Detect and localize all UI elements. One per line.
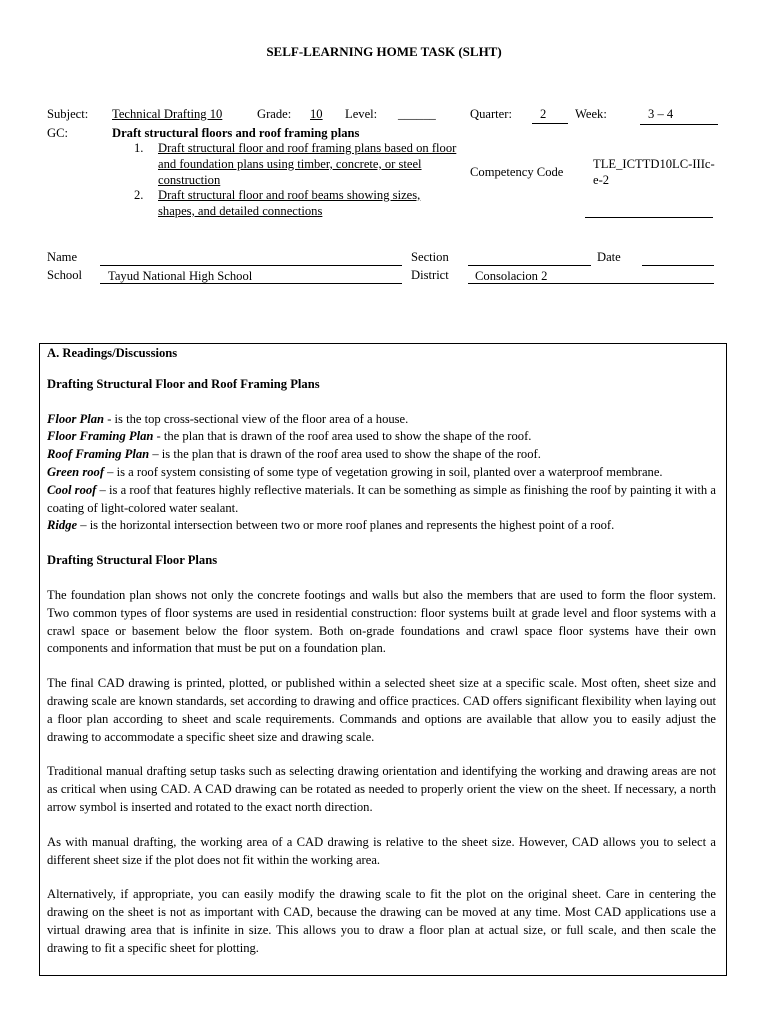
definition-text: – is a roof that features highly reflective materials. It can be something as simple as finishing the roof by painting it with a coating of light-colored water sealant.: [47, 482, 716, 515]
definition-item: [47, 411, 716, 429]
level-label: Level:: [345, 107, 378, 121]
competency-item: [112, 141, 457, 189]
definition-term: Cool roof: [47, 482, 97, 497]
paragraph: Alternatively, if appropriate, you can easily modify the drawing scale to fit the plot on the original sheet. Care in centering the drawing on the sheet is not as important with CAD, because the drawing can be moved at any time. Most CAD applications use a virtual drawing area that is infinite in size. This allows you to draw a floor plan at actual size, or full scale, and then scale the drawing to fit a specific sheet for plotting.: [47, 887, 716, 955]
definition-text: - the plan that is drawn of the roof area used to show the shape of the roof.: [153, 429, 532, 444]
definition-text: - is the top cross-sectional view of the floor area of a house.: [104, 411, 409, 426]
paragraph: The foundation plan shows not only the concrete footings and walls but also the members that are used to form the floor system. Two common types of floor systems are used in residential construction: floor systems built at grade level and floor systems with a crawl space or basement below the floor system. Both on-grade foundations and crawl space floor systems have their own components and information that must be put on a foundation plan.: [47, 587, 716, 656]
definition-term: Roof Framing Plan: [47, 447, 150, 462]
competency-text: Draft structural floor and roof beams showing sizes, shapes, and detailed connections: [158, 188, 421, 218]
school-label: School: [47, 268, 82, 282]
competency-code-value: TLE_ICTTD10LC-IIIc-e-2: [593, 157, 715, 187]
readings-content: [47, 345, 716, 958]
definition-text: – is the plan that is drawn of the roof area used to show the shape of the roof.: [149, 447, 541, 462]
quarter-value: 2: [540, 107, 547, 121]
definition-item: [47, 482, 716, 518]
definition-term: Ridge: [47, 518, 78, 533]
competency-item: [112, 188, 457, 220]
section-heading: A. Readings/Discussions: [47, 346, 178, 360]
heading-floor-roof-framing: Drafting Structural Floor and Roof Framing Plans: [47, 376, 320, 391]
definition-text: – is the horizontal intersection between two or more roof planes and represents the highest point of a roof.: [77, 518, 615, 533]
name-label: Name: [47, 250, 78, 264]
competency-text: Draft structural floor and roof framing plans based on floor and foundation plans using timber, concrete, or steel construction: [158, 141, 457, 187]
grade-value: 10: [310, 107, 323, 121]
school-value: Tayud National High School: [108, 269, 253, 283]
paragraph: The final CAD drawing is printed, plotted, or published within a selected sheet size at a specific scale. Most often, sheet size and drawing scale are known standards, set according to drawing and office practices. CAD offers significant flexibility when laying out a floor plan according to sheet and scale requirements. Commands and options are available that allow you to easily adjust the drawing to accommodate a specific sheet size and drawing scale.: [47, 676, 716, 744]
section-label: Section: [411, 250, 449, 264]
definition-item: [47, 428, 716, 446]
district-label: District: [411, 268, 449, 282]
competency-code-label: Competency Code: [470, 165, 564, 179]
competency-number: 2.: [134, 188, 144, 202]
definition-item: [47, 446, 716, 464]
date-field[interactable]: [642, 265, 714, 266]
quarter-underline: [532, 123, 568, 124]
definition-item: [47, 464, 716, 482]
paragraph: As with manual drafting, the working area of a CAD drawing is relative to the sheet size. However, CAD allows you to select a different sheet size if the plot does not fit within the working area.: [47, 834, 716, 867]
subject-label: Subject:: [47, 107, 89, 121]
definition-term: Floor Plan: [47, 411, 105, 426]
date-label: Date: [597, 250, 621, 264]
district-underline: [468, 283, 714, 284]
gc-title: Draft structural floors and roof framing plans: [112, 126, 360, 140]
grade-label: Grade:: [257, 107, 292, 121]
week-underline: [640, 124, 718, 125]
week-label: Week:: [575, 107, 607, 121]
level-value: ______: [398, 107, 436, 121]
definition-term: Green roof: [47, 464, 105, 479]
district-value: Consolacion 2: [475, 269, 548, 283]
definition-text: – is a roof system consisting of some type of vegetation growing in soil, planted over a waterproof membrane.: [104, 464, 663, 479]
name-field[interactable]: [100, 265, 402, 266]
competency-code-underline: [585, 217, 713, 218]
quarter-label: Quarter:: [470, 107, 512, 121]
week-value: 3 – 4: [648, 107, 674, 121]
section-field[interactable]: [468, 265, 591, 266]
definition-term: Floor Framing Plan: [47, 429, 154, 444]
competency-number: 1.: [134, 141, 144, 155]
heading-floor-plans: Drafting Structural Floor Plans: [47, 553, 218, 568]
subject-value: Technical Drafting 10: [112, 107, 223, 121]
paragraph: Traditional manual drafting setup tasks such as selecting drawing orientation and identifying the working and drawing areas are not as critical when using CAD. A CAD drawing can be rotated as needed to properly orient the view on the sheet. If necessary, a north arrow symbol is inserted and rotated to the exact north direction.: [47, 764, 716, 814]
definition-item: [47, 517, 716, 535]
page-title: SELF-LEARNING HOME TASK (SLHT): [266, 44, 502, 59]
gc-label: GC:: [47, 126, 68, 140]
school-underline: [100, 283, 402, 284]
